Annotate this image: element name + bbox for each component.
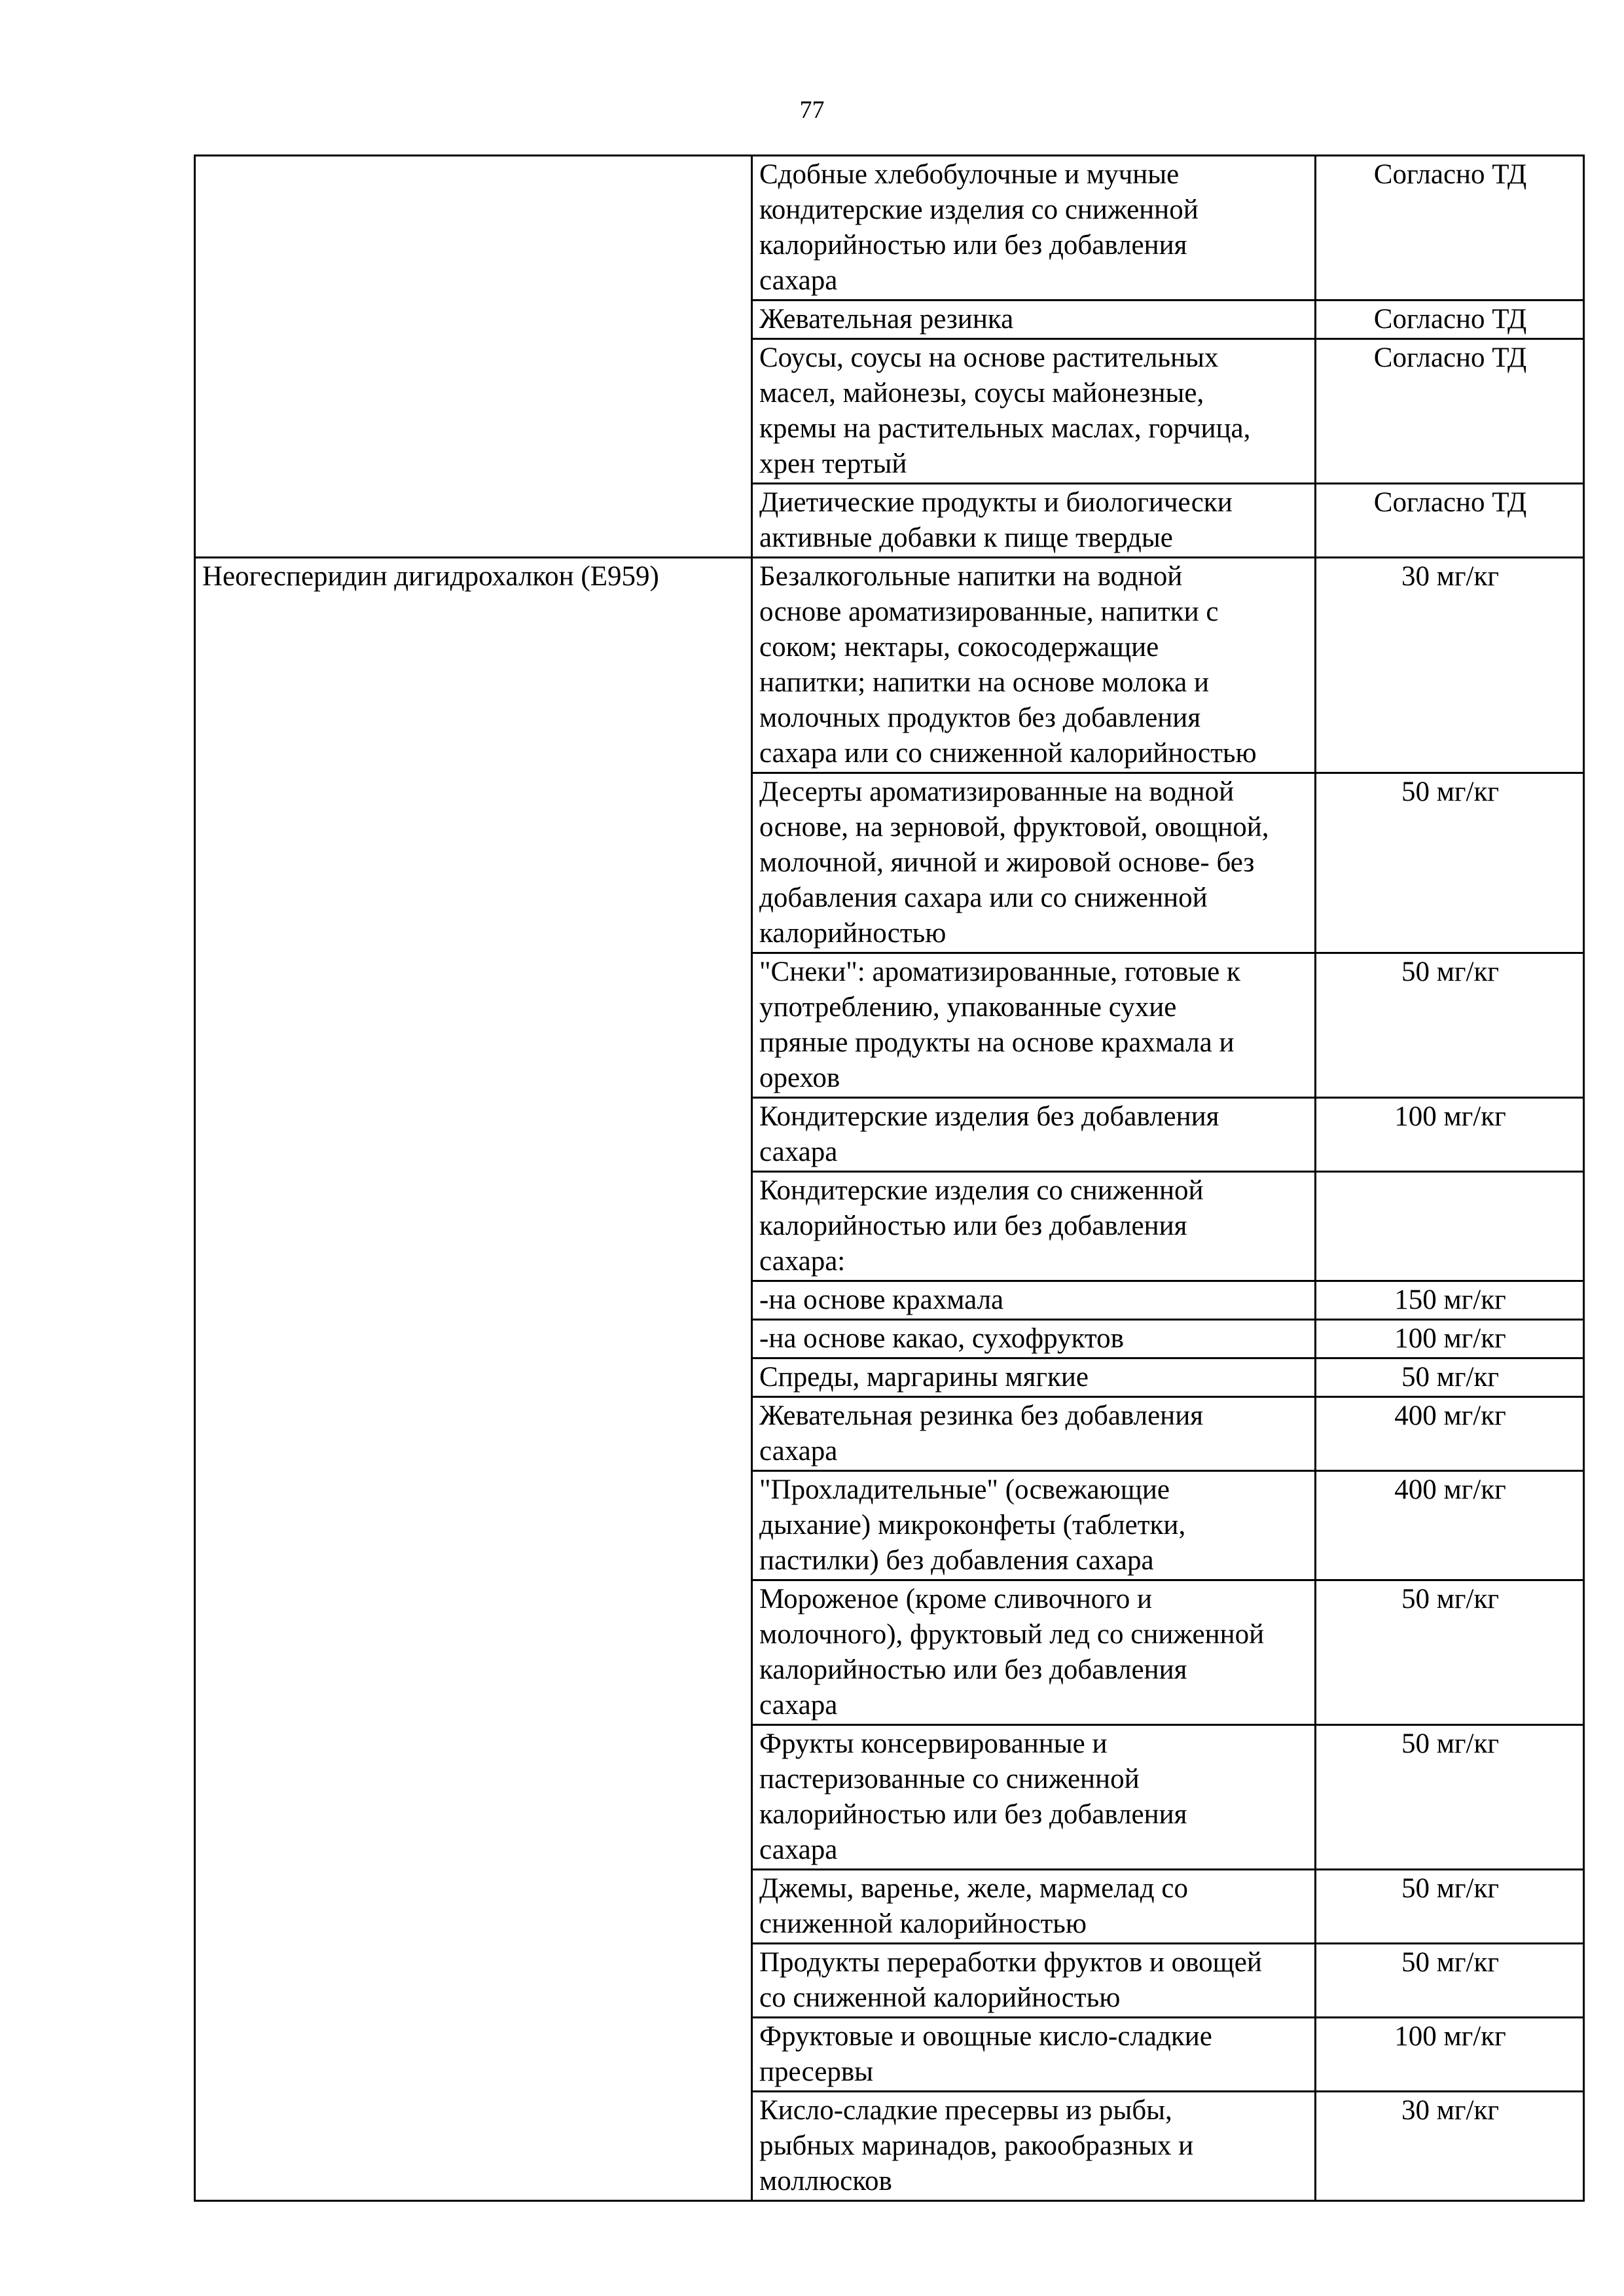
table-row	[195, 156, 1584, 301]
max-level-cell: Согласно ТД	[1316, 156, 1584, 301]
product-category-cell: "Снеки": ароматизированные, готовые к употреблению, упакованные сухие пряные продукты на основе крахмала и орехов	[752, 953, 1316, 1098]
product-category-cell: Фруктовые и овощные кисло-сладкие пресервы	[752, 2018, 1316, 2092]
product-category-cell: Сдобные хлебобулочные и мучные кондитерские изделия со сниженной калорийностью или без добавления сахара	[752, 156, 1316, 301]
product-category-cell: -на основе крахмала	[752, 1281, 1316, 1320]
max-level-cell: 50 мг/кг	[1316, 1358, 1584, 1397]
product-category-cell: Джемы, варенье, желе, мармелад со сниженной калорийностью	[752, 1870, 1316, 1944]
additive-name-cell: Неогесперидин дигидрохалкон (Е959)	[195, 558, 752, 2201]
max-level-cell: 400 мг/кг	[1316, 1471, 1584, 1580]
max-level-cell: 400 мг/кг	[1316, 1397, 1584, 1471]
max-level-cell: 30 мг/кг	[1316, 2092, 1584, 2201]
max-level-cell: 30 мг/кг	[1316, 558, 1584, 773]
max-level-cell: Согласно ТД	[1316, 301, 1584, 339]
additives-table-body	[195, 156, 1584, 2201]
product-category-cell: "Прохладительные" (освежающие дыхание) микроконфеты (таблетки, пастилки) без добавления сахара	[752, 1471, 1316, 1580]
page-number: 77	[799, 96, 825, 124]
product-category-cell: Кондитерские изделия без добавления сахара	[752, 1098, 1316, 1172]
product-category-cell: Кондитерские изделия со сниженной калорийностью или без добавления сахара:	[752, 1172, 1316, 1281]
max-level-cell: Согласно ТД	[1316, 484, 1584, 558]
product-category-cell: -на основе какао, сухофруктов	[752, 1320, 1316, 1358]
product-category-cell: Жевательная резинка	[752, 301, 1316, 339]
max-level-cell: 50 мг/кг	[1316, 1944, 1584, 2018]
max-level-cell: 50 мг/кг	[1316, 1580, 1584, 1725]
product-category-cell: Десерты ароматизированные на водной основе, на зерновой, фруктовой, овощной, молочной, яичной и жировой основе- без добавления сахара или со сниженной калорийностью	[752, 773, 1316, 953]
product-category-cell: Фрукты консервированные и пастеризованные со сниженной калорийностью или без добавления сахара	[752, 1725, 1316, 1870]
product-category-cell: Спреды, маргарины мягкие	[752, 1358, 1316, 1397]
additives-table	[194, 155, 1585, 2202]
max-level-cell: 150 мг/кг	[1316, 1281, 1584, 1320]
product-category-cell: Безалкогольные напитки на водной основе ароматизированные, напитки с соком; нектары, сокосодержащие напитки; напитки на основе молока и молочных продуктов без добавления сахара или со сниженной калорийностью	[752, 558, 1316, 773]
max-level-cell: 100 мг/кг	[1316, 1098, 1584, 1172]
table-row	[195, 558, 1584, 773]
max-level-cell: 50 мг/кг	[1316, 953, 1584, 1098]
additive-name-cell	[195, 156, 752, 558]
product-category-cell: Диетические продукты и биологически активные добавки к пище твердые	[752, 484, 1316, 558]
product-category-cell: Соусы, соусы на основе растительных масел, майонезы, соусы майонезные, кремы на растительных маслах, горчица, хрен тертый	[752, 339, 1316, 484]
product-category-cell: Жевательная резинка без добавления сахара	[752, 1397, 1316, 1471]
max-level-cell	[1316, 1172, 1584, 1281]
max-level-cell: 50 мг/кг	[1316, 1725, 1584, 1870]
max-level-cell: 100 мг/кг	[1316, 1320, 1584, 1358]
max-level-cell: 50 мг/кг	[1316, 1870, 1584, 1944]
max-level-cell: Согласно ТД	[1316, 339, 1584, 484]
product-category-cell: Кисло-сладкие пресервы из рыбы, рыбных маринадов, ракообразных и моллюсков	[752, 2092, 1316, 2201]
product-category-cell: Мороженое (кроме сливочного и молочного), фруктовый лед со сниженной калорийностью или без добавления сахара	[752, 1580, 1316, 1725]
product-category-cell: Продукты переработки фруктов и овощей со сниженной калорийностью	[752, 1944, 1316, 2018]
max-level-cell: 50 мг/кг	[1316, 773, 1584, 953]
max-level-cell: 100 мг/кг	[1316, 2018, 1584, 2092]
